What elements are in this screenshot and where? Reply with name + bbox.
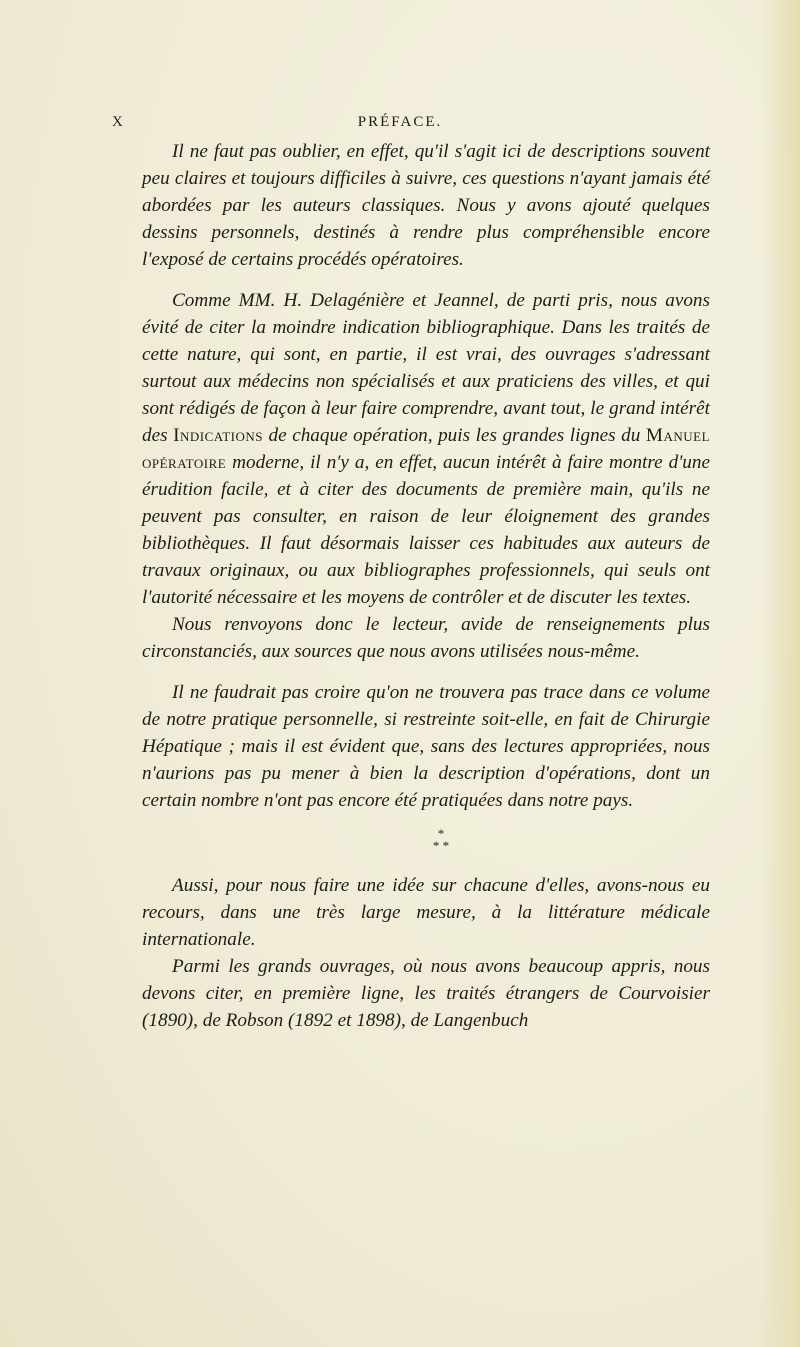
small-caps-indications: Indications (173, 425, 264, 446)
paragraph-2-part-a: Comme MM. H. Delagénière et Jeannel, de parti pris, nous avons évité de citer la moindre indication bibliographique. Dans les traités de cette nature, qui sont, en partie, il est vrai, des ouvrages s'adressant surtout aux médecins non spécialisés et aux praticiens des villes, et qui sont rédigés de façon à leur faire comprendre, avant tout, le grand intérêt des (142, 290, 710, 446)
asterism-top: * (437, 826, 445, 841)
paragraph-2 (142, 287, 710, 611)
paragraph-6: Parmi les grands ouvrages, où nous avons beaucoup appris, nous devons citer, en première ligne, les traités étrangers de Courvoisier (1890), de Robson (1892 et 1898), de Langenbuch (142, 956, 710, 1031)
body-text (142, 138, 710, 1034)
paragraph-1: Il ne faut pas oublier, en effet, qu'il s'agit ici de descriptions souvent peu claires et toujours difficiles à suivre, ces questions n'ayant jamais été abordées par les auteurs classiques. Nous y avons ajouté quelques dessins personnels, destinés à rendre plus compréhensible encore l'exposé de certains procédés opératoires. (142, 141, 710, 270)
asterism (142, 828, 710, 852)
running-head: PRÉFACE. (357, 114, 443, 130)
asterism-bottom: * * (432, 838, 450, 853)
small-caps-manuel-operatoire: Manuel opératoire (142, 425, 711, 473)
paragraph-3: Nous renvoyons donc le lecteur, avide de renseignements plus circonstanciés, aux sources que nous avons utilisées nous-même. (142, 614, 710, 662)
page-edge-shadow (760, 0, 800, 1347)
paragraph-2-part-c: moderne, il n'y a, en effet, aucun intérêt à faire montre d'une érudition facile, et à citer des documents de première main, qu'ils ne peuvent pas consulter, en raison de leur éloignement des grandes bibliothèques. Il faut désormais laisser ces habitudes aux auteurs de travaux originaux, ou aux bibliographes professionnels, qui seuls ont l'autorité nécessaire et les moyens de contrôler et de discuter les textes. (142, 452, 710, 608)
page-number: X (112, 114, 124, 130)
paragraph-4: Il ne faudrait pas croire qu'on ne trouvera pas trace dans ce volume de notre pratique personnelle, si restreinte soit-elle, en fait de Chirurgie Hépatique ; mais il est évident que, sans des lectures appropriées, nous n'aurions pas pu mener à bien la description d'opérations, dont un certain nombre n'ont pas encore été pratiquées dans notre pays. (142, 682, 710, 811)
paragraph-2-part-b: de chaque opération, puis les grandes lignes du (263, 425, 646, 446)
paragraph-5: Aussi, pour nous faire une idée sur chacune d'elles, avons-nous eu recours, dans une très large mesure, à la littérature médicale internationale. (142, 875, 710, 950)
page-header (0, 114, 800, 134)
